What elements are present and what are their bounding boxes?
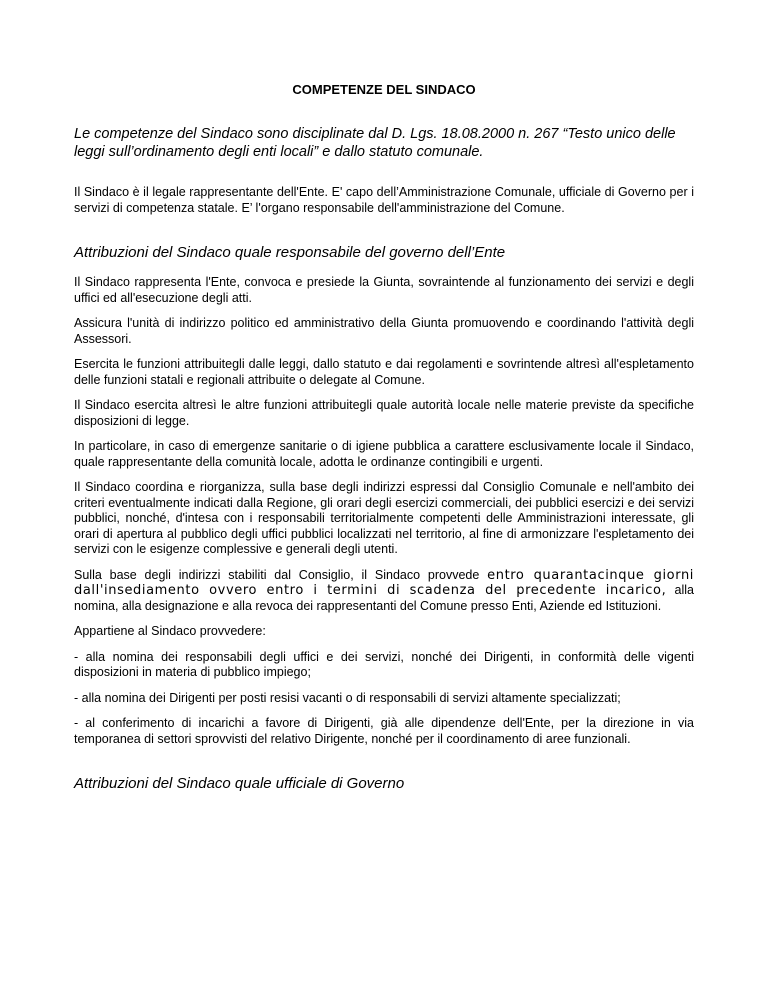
section-heading-ufficiale-governo: Attribuzioni del Sindaco quale ufficiale di Governo [74,775,405,792]
paragraph: Il Sindaco coordina e riorganizza, sulla base degli indirizzi espressi dal Consiglio Comunale e nell'ambito dei criteri eventualmente indicati dalla Regione, gli orari degli esercizi commerciali, dei pubblici esercizi e dei servizi pubblici, nonché, d'intesa con i responsabili territorialmente competenti delle Amministrazioni interessate, gli orari di apertura al pubblico degli uffici pubblici localizzati nel territorio, al fine di armonizzare l'espletamento dei servizi con le esigenze complessive e generali degli utenti. [74,480,694,556]
list-item: - alla nomina dei responsabili degli uffici e dei servizi, nonché dei Dirigenti, in conformità delle vigenti disposizioni in materia di pubblico impiego; [74,649,694,679]
text-run: alla nomina, alla designazione e alla revoca dei rappresentanti del Comune presso Enti, Aziende ed Istituzioni. [74,583,694,613]
text-run-deadline: entro quarantacinque giorni dall'insediamento ovvero entro i termini di scadenza del precedente incarico, [74,567,694,598]
page-title: COMPETENZE DEL SINDACO [292,82,476,97]
paragraph: Il Sindaco rappresenta l'Ente, convoca e presiede la Giunta, sovraintende al funzionamento dei servizi e degli uffici ed all'esecuzione degli atti. [74,275,694,305]
paragraph-nomine [74,568,694,615]
paragraph-intro: Il Sindaco è il legale rappresentante dell'Ente. E' capo dell’Amministrazione Comunale, ufficiale di Governo per i servizi di competenza statale. E’ l'organo responsabile dell'amministrazione del Comune. [74,185,694,215]
paragraph: Appartiene al Sindaco provvedere: [74,624,266,638]
list-item: - al conferimento di incarichi a favore di Dirigenti, già alle dipendenze dell'Ente, per la direzione in via temporanea di settori sprovvisti del relativo Dirigente, nonché per il coordinamento di aree funzionali. [74,716,694,746]
paragraph: Il Sindaco esercita altresì le altre funzioni attribuitegli quale autorità locale nelle materie previste da specifiche disposizioni di legge. [74,398,694,428]
section-heading-governo-ente: Attribuzioni del Sindaco quale responsabile del governo dell’Ente [74,244,506,261]
paragraph: In particolare, in caso di emergenze sanitarie o di igiene pubblica a carattere esclusivamente locale il Sindaco, quale rappresentante della comunità locale, adotta le ordinanze contingibili e urgenti. [74,439,694,469]
intro-text: Le competenze del Sindaco sono disciplinate dal D. Lgs. 18.08.2000 n. 267 “Testo unico delle leggi sull’ordinamento degli enti locali” e dallo statuto comunale. [74,126,676,160]
text-run: Sulla base degli indirizzi stabiliti dal Consiglio, il Sindaco provvede [74,567,488,582]
list-item: - alla nomina dei Dirigenti per posti resisi vacanti o di responsabili di servizi altamente specializzati; [74,690,621,705]
paragraph: Esercita le funzioni attribuitegli dalle leggi, dallo statuto e dai regolamenti e sovrintende altresì all'espletamento delle funzioni statali e regionali attribuite o delegate al Comune. [74,357,694,387]
paragraph: Assicura l'unità di indirizzo politico ed amministrativo della Giunta promuovendo e coordinando l'attività degli Assessori. [74,316,694,346]
